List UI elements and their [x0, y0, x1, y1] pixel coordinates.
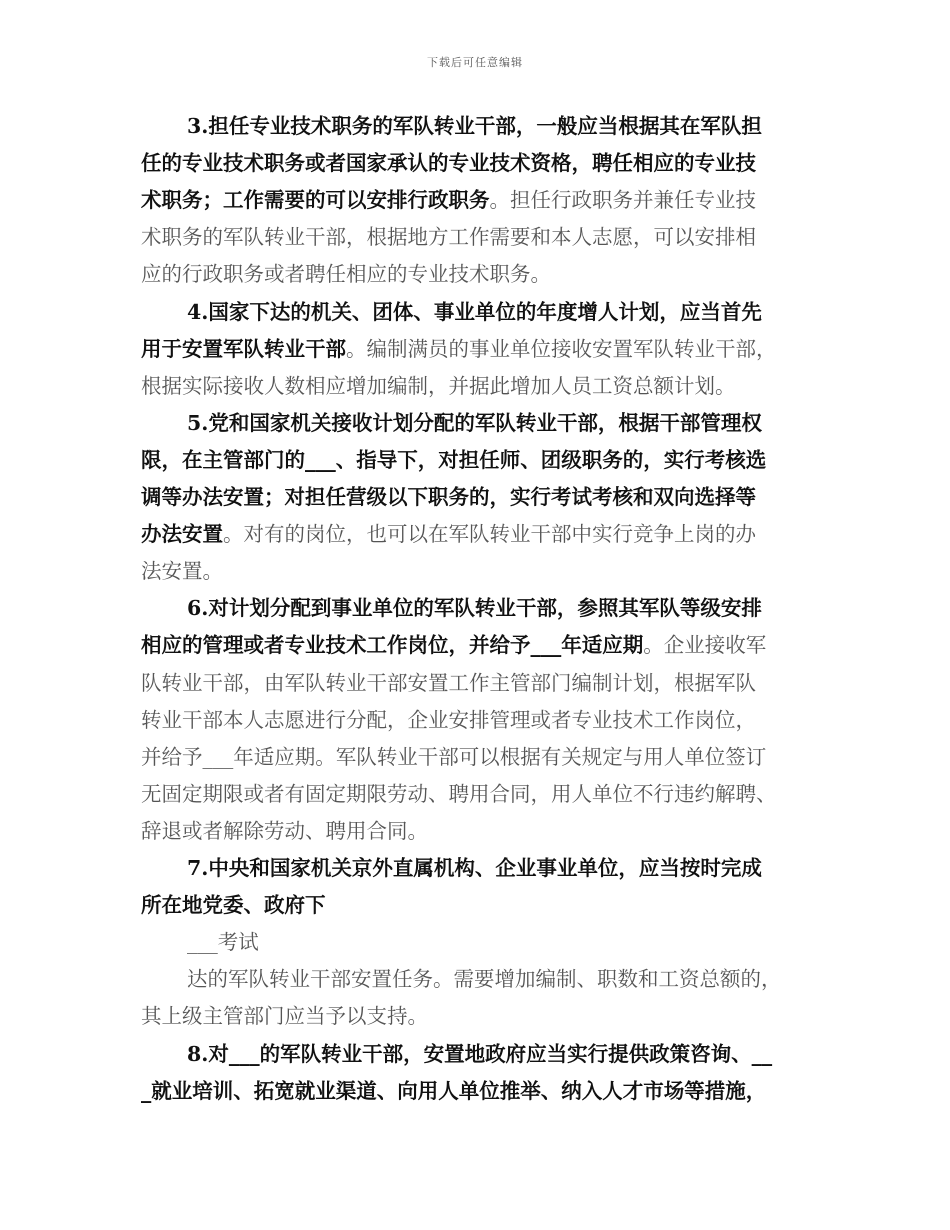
text-segment: 应的行政职务或者聘任相应的专业技术职务。 — [141, 262, 551, 286]
bold-text-segment: 任的专业技术职务或者国家承认的专业技术资格，聘任相应的专业技 — [141, 151, 756, 175]
bold-text-segment: 所在地党委、政府下 — [141, 893, 326, 917]
text-line — [141, 630, 766, 660]
bold-text-segment: 调等办法安置；对担任营级以下职务的，实行考试考核和双向选择等 — [141, 485, 756, 509]
text-line — [141, 705, 756, 735]
text-line — [187, 853, 762, 883]
text-segment: 达的军队转业干部安置任务。需要增加编制、职数和工资总额的， — [187, 967, 782, 991]
page-header: 下载后可任意编辑 — [427, 56, 523, 69]
text-line — [141, 1001, 428, 1031]
text-line — [141, 482, 756, 512]
text-segment: 转业干部本人志愿进行分配，企业安排管理或者专业技术工作岗位， — [141, 708, 756, 732]
text-line — [141, 259, 551, 289]
text-segment: 。对有的岗位，也可以在军队转业干部中实行竞争上岗的办 — [223, 522, 756, 546]
text-line — [187, 593, 762, 623]
text-line — [187, 927, 259, 957]
bold-text-segment: 术职务；工作需要的可以安排行政职务 — [141, 188, 490, 212]
text-line — [141, 148, 756, 178]
text-line — [141, 1076, 766, 1106]
text-line — [141, 779, 777, 809]
text-segment: 辞退或者解除劳动、聘用合同。 — [141, 819, 428, 843]
text-segment: 无固定期限或者有固定期限劳动、聘用合同，用人单位不行违约解聘、 — [141, 782, 777, 806]
text-line — [141, 334, 777, 364]
bold-text-segment: 7.中央和国家机关京外直属机构、企业事业单位，应当按时完成 — [187, 856, 762, 880]
text-segment: 队转业干部，由军队转业干部安置工作主管部门编制计划，根据军队 — [141, 671, 756, 695]
text-segment: 其上级主管部门应当予以支持。 — [141, 1004, 428, 1028]
text-line — [141, 185, 756, 215]
text-segment: 并给予___年适应期。军队转业干部可以根据有关规定与用人单位签订 — [141, 745, 767, 769]
text-line — [141, 816, 428, 846]
text-line — [141, 556, 223, 586]
text-line — [141, 519, 756, 549]
text-segment: 术职务的军队转业干部，根据地方工作需要和本人志愿，可以安排相 — [141, 225, 756, 249]
bold-text-segment: 5.党和国家机关接收计划分配的军队转业干部，根据干部管理权 — [187, 411, 762, 435]
bold-text-segment: 限，在主管部门的___、指导下，对担任师、团级职务的，实行考核选 — [141, 448, 767, 472]
text-line — [187, 297, 762, 327]
text-segment: 法安置。 — [141, 559, 223, 583]
bold-text-segment: 相应的管理或者专业技术工作岗位，并给予___年适应期 — [141, 633, 644, 657]
bold-text-segment: 6.对计划分配到事业单位的军队转业干部，参照其军队等级安排 — [187, 596, 762, 620]
text-line — [141, 668, 756, 698]
text-segment: 根据实际接收人数相应增加编制，并据此增加人员工资总额计划。 — [141, 374, 736, 398]
text-line — [141, 890, 326, 920]
bold-text-segment: 4.国家下达的机关、团体、事业单位的年度增人计划，应当首先 — [187, 300, 762, 324]
text-line — [141, 371, 736, 401]
text-segment: 。编制满员的事业单位接收安置军队转业干部， — [346, 337, 777, 361]
bold-text-segment: 8.对___的军队转业干部，安置地政府应当实行提供政策咨询、__ — [187, 1042, 773, 1066]
text-line — [187, 111, 762, 141]
text-segment: 。企业接收军 — [643, 633, 767, 657]
text-line — [187, 964, 782, 994]
text-line — [187, 408, 762, 438]
bold-text-segment: 3.担任专业技术职务的军队转业干部，一般应当根据其在军队担 — [187, 114, 762, 138]
text-line — [141, 445, 766, 475]
text-line — [141, 222, 756, 252]
bold-text-segment: 办法安置 — [141, 522, 223, 546]
text-segment: ___考试 — [187, 930, 259, 954]
text-line — [187, 1039, 772, 1069]
text-segment: 。担任行政职务并兼任专业技 — [489, 188, 756, 212]
text-line — [141, 742, 766, 772]
bold-text-segment: _就业培训、拓宽就业渠道、向用人单位推举、纳入人才市场等措施， — [141, 1079, 767, 1103]
bold-text-segment: 用于安置军队转业干部 — [141, 337, 346, 361]
